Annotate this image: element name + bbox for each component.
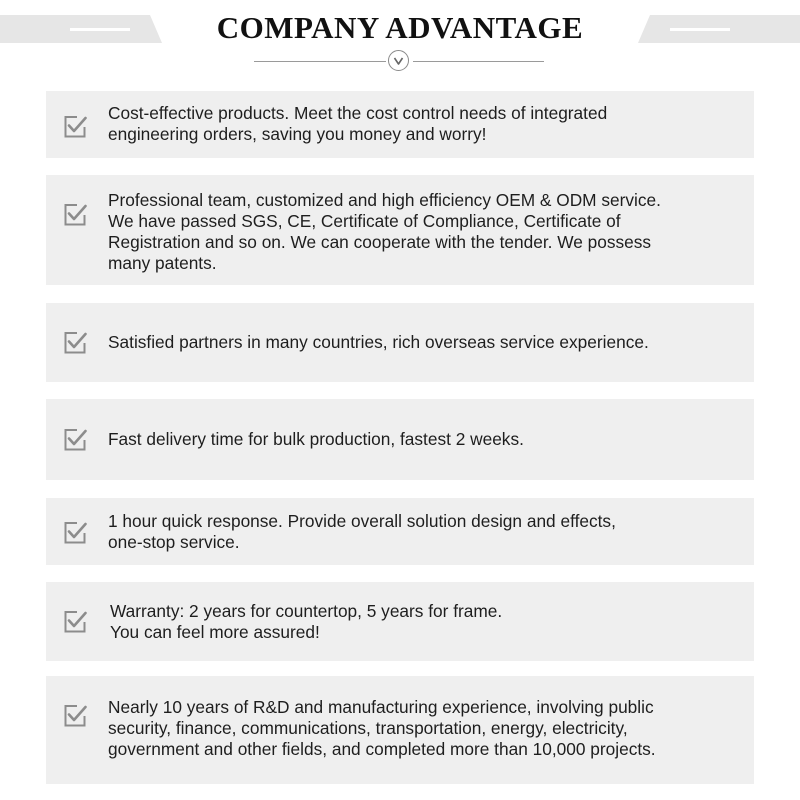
advantage-card-cost-effective [46, 91, 754, 158]
checkbox-checked-icon [62, 202, 88, 228]
page-title: COMPANY ADVANTAGE [216, 10, 584, 45]
advantage-text: Fast delivery time for bulk production, fastest 2 weeks. [108, 429, 524, 449]
advantage-text: Professional team, customized and high efficiency OEM & ODM service. We have passed SGS, CE, Certificate of Compliance, Certificate of Registration and so on. We can cooperate with the tender. We possess many patents. [108, 190, 661, 273]
checkbox-checked-icon [62, 703, 88, 729]
advantage-text: Nearly 10 years of R&D and manufacturing experience, involving public security, finance, communications, transportation, energy, electricity, government and other fields, and completed more than 10,000 projects. [108, 697, 656, 759]
advantage-text: Satisfied partners in many countries, rich overseas service experience. [108, 332, 649, 352]
checkbox-checked-icon [62, 609, 88, 635]
divider-line-right [413, 61, 544, 62]
checkbox-checked-icon [62, 330, 88, 356]
checkbox-checked-icon [62, 520, 88, 546]
checkbox-checked-icon [62, 427, 88, 453]
advantage-text: Warranty: 2 years for countertop, 5 years for frame. You can feel more assured! [110, 601, 503, 642]
advantage-text: 1 hour quick response. Provide overall solution design and effects, one-stop service. [108, 511, 616, 552]
advantage-card-warranty [46, 582, 754, 661]
advantage-card-quick-response [46, 498, 754, 565]
divider-line-left [254, 61, 386, 62]
advantage-card-experience [46, 676, 754, 784]
advantage-card-professional-team [46, 175, 754, 285]
divider-badge [388, 50, 409, 71]
section-header [0, 0, 800, 80]
chevron-down-icon [393, 56, 404, 66]
advantage-text: Cost-effective products. Meet the cost control needs of integrated engineering orders, saving you money and worry! [108, 103, 608, 144]
advantage-card-satisfied-partners [46, 303, 754, 382]
checkbox-checked-icon [62, 114, 88, 140]
advantage-card-fast-delivery [46, 399, 754, 480]
